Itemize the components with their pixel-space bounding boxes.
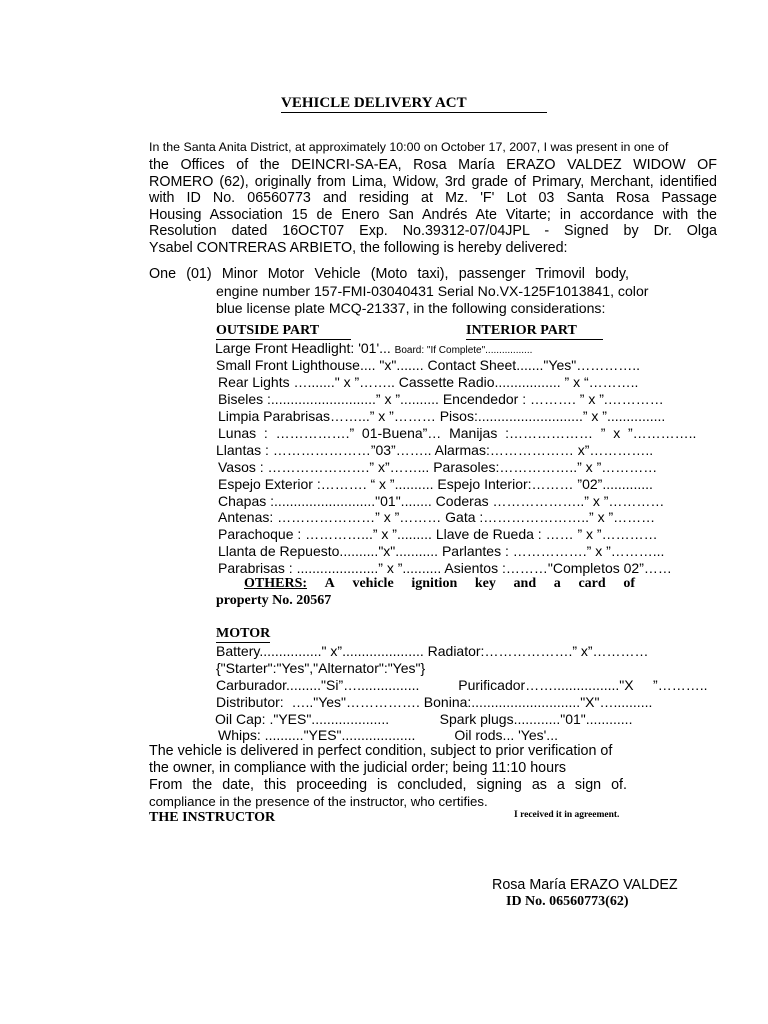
- agreement-label: I received it in agreement.: [514, 810, 620, 820]
- others-label: OTHERS:: [244, 576, 308, 591]
- signer-id: ID No. 06560773(62): [506, 894, 629, 909]
- vehicle-line-1: One (01) Minor Motor Vehicle (Moto taxi), passenger Trimovil body,: [149, 266, 629, 282]
- closing-line: the owner, in compliance with the judicial order; being 11:10 hours: [149, 760, 566, 776]
- others-word: a: [553, 576, 561, 591]
- motor-row: {"Starter":"Yes","Alternator":"Yes"}: [216, 660, 426, 676]
- motor-row: Oil Cap: ."YES".................... Spark plugs............"01"............: [215, 711, 633, 727]
- board-note: Board: "If Complete".................: [394, 345, 533, 356]
- vehicle-line-2: engine number 157-FMI-03040431 Serial No.VX-125F1013841, color: [216, 283, 649, 299]
- vehicle-line-3: blue license plate MCQ-21337, in the following considerations:: [216, 300, 606, 316]
- closing-line: compliance in the presence of the instructor, who certifies.: [149, 794, 488, 809]
- part-row: Llanta de Repuesto.........."x"........... Parlantes : …………….” x ”………...: [218, 543, 665, 559]
- part-row: Espejo Exterior :………. “ x ”.......... Espejo Interior:……… ”02”.............: [218, 476, 653, 492]
- closing-line: The vehicle is delivered in perfect condition, subject to prior verification of: [149, 743, 613, 759]
- part-row: Rear Lights …......." x ”…….. Cassette Radio................. ” x “………..: [218, 374, 639, 390]
- intro-line-1: In the Santa Anita District, at approximately 10:00 on October 17, 2007, I was present in one of: [149, 140, 669, 154]
- others-word: and: [513, 576, 537, 591]
- part-row: Antenas: …………………” x ”……… Gata :…………………..” x ”………: [218, 509, 656, 525]
- others-word: A: [324, 576, 335, 591]
- others-word: card: [578, 576, 606, 591]
- document-title: VEHICLE DELIVERY ACT: [281, 94, 547, 113]
- instructor-label: THE INSTRUCTOR: [149, 810, 276, 825]
- part-row-text: Large Front Headlight: '01'...: [215, 340, 391, 356]
- intro-line: with ID No. 06560773 and residing at Mz. 'F' Lot 03 Santa Rosa Passage: [149, 190, 717, 207]
- intro-line: ROMERO (62), originally from Lima, Widow, 3rd grade of Primary, Merchant, identified: [149, 173, 717, 190]
- intro-line: Resolution dated 16OCT07 Exp. No.39312-07/04JPL - Signed by Dr. Olga: [149, 223, 717, 240]
- motor-row: Battery................" x”..................... Radiator:……………….” x”…………: [216, 643, 649, 659]
- motor-row: Distributor: ….."Yes"……………. Bonina:............................"X"…..........: [216, 694, 653, 710]
- others-word: vehicle: [352, 576, 394, 591]
- part-row: Lunas : …………….” 01-Buena”… Manijas :……………… ” x ”…………..: [218, 425, 697, 441]
- part-row: Biseles :...........................” x ”.......... Encendedor : ………. ” x ”.…………: [218, 391, 664, 407]
- part-row: Limpia Parabrisas……...” x ”……… Pisos:...........................” x ”...............: [218, 408, 666, 424]
- part-row: Parabrisas : .....................” x ”.......... Asientos :………"Completos 02”……: [218, 560, 672, 576]
- intro-paragraph: [149, 157, 717, 257]
- part-row: Llantas : …………………”03”…….. Alarmas:……………… x”…………..: [216, 442, 654, 458]
- part-row: Chapas :.........................."01"........ Coderas ………………..” x ”…………: [218, 493, 665, 509]
- intro-line: Housing Association 15 de Enero San Andrés Ate Vitarte; in accordance with the: [149, 206, 717, 223]
- part-row: Vasos : ………………….” x”……... Parasoles:……………..” x ”…………: [218, 459, 658, 475]
- interior-part-heading: INTERIOR PART: [466, 323, 603, 340]
- part-row: Small Front Lighthouse.... "x"....... Contact Sheet......."Yes"…………..: [216, 357, 640, 373]
- motor-row: Carburador........."Si”…................ Purificador……................."X ”………..: [216, 677, 708, 693]
- intro-line: Ysabel CONTRERAS ARBIETO, the following is hereby delivered:: [149, 239, 568, 256]
- others-word: of: [623, 576, 635, 591]
- others-line: [244, 576, 635, 592]
- outside-part-heading: OUTSIDE PART: [216, 323, 351, 340]
- motor-row: Whips: .........."YES"................... Oil rods... 'Yes'...: [218, 727, 558, 743]
- closing-line: From the date, this proceeding is concluded, signing as a sign of.: [149, 777, 627, 793]
- motor-heading: MOTOR: [216, 626, 271, 641]
- others-word: ignition: [411, 576, 458, 591]
- part-row: Parachoque : …………...” x ”......... Llave de Rueda : …… ” x ”…………: [218, 526, 658, 542]
- others-property: property No. 20567: [216, 593, 332, 608]
- signer-name: Rosa María ERAZO VALDEZ: [492, 877, 678, 893]
- intro-line: the Offices of the DEINCRI-SA-EA, Rosa María ERAZO VALDEZ WIDOW OF: [149, 157, 717, 173]
- others-word: key: [474, 576, 496, 591]
